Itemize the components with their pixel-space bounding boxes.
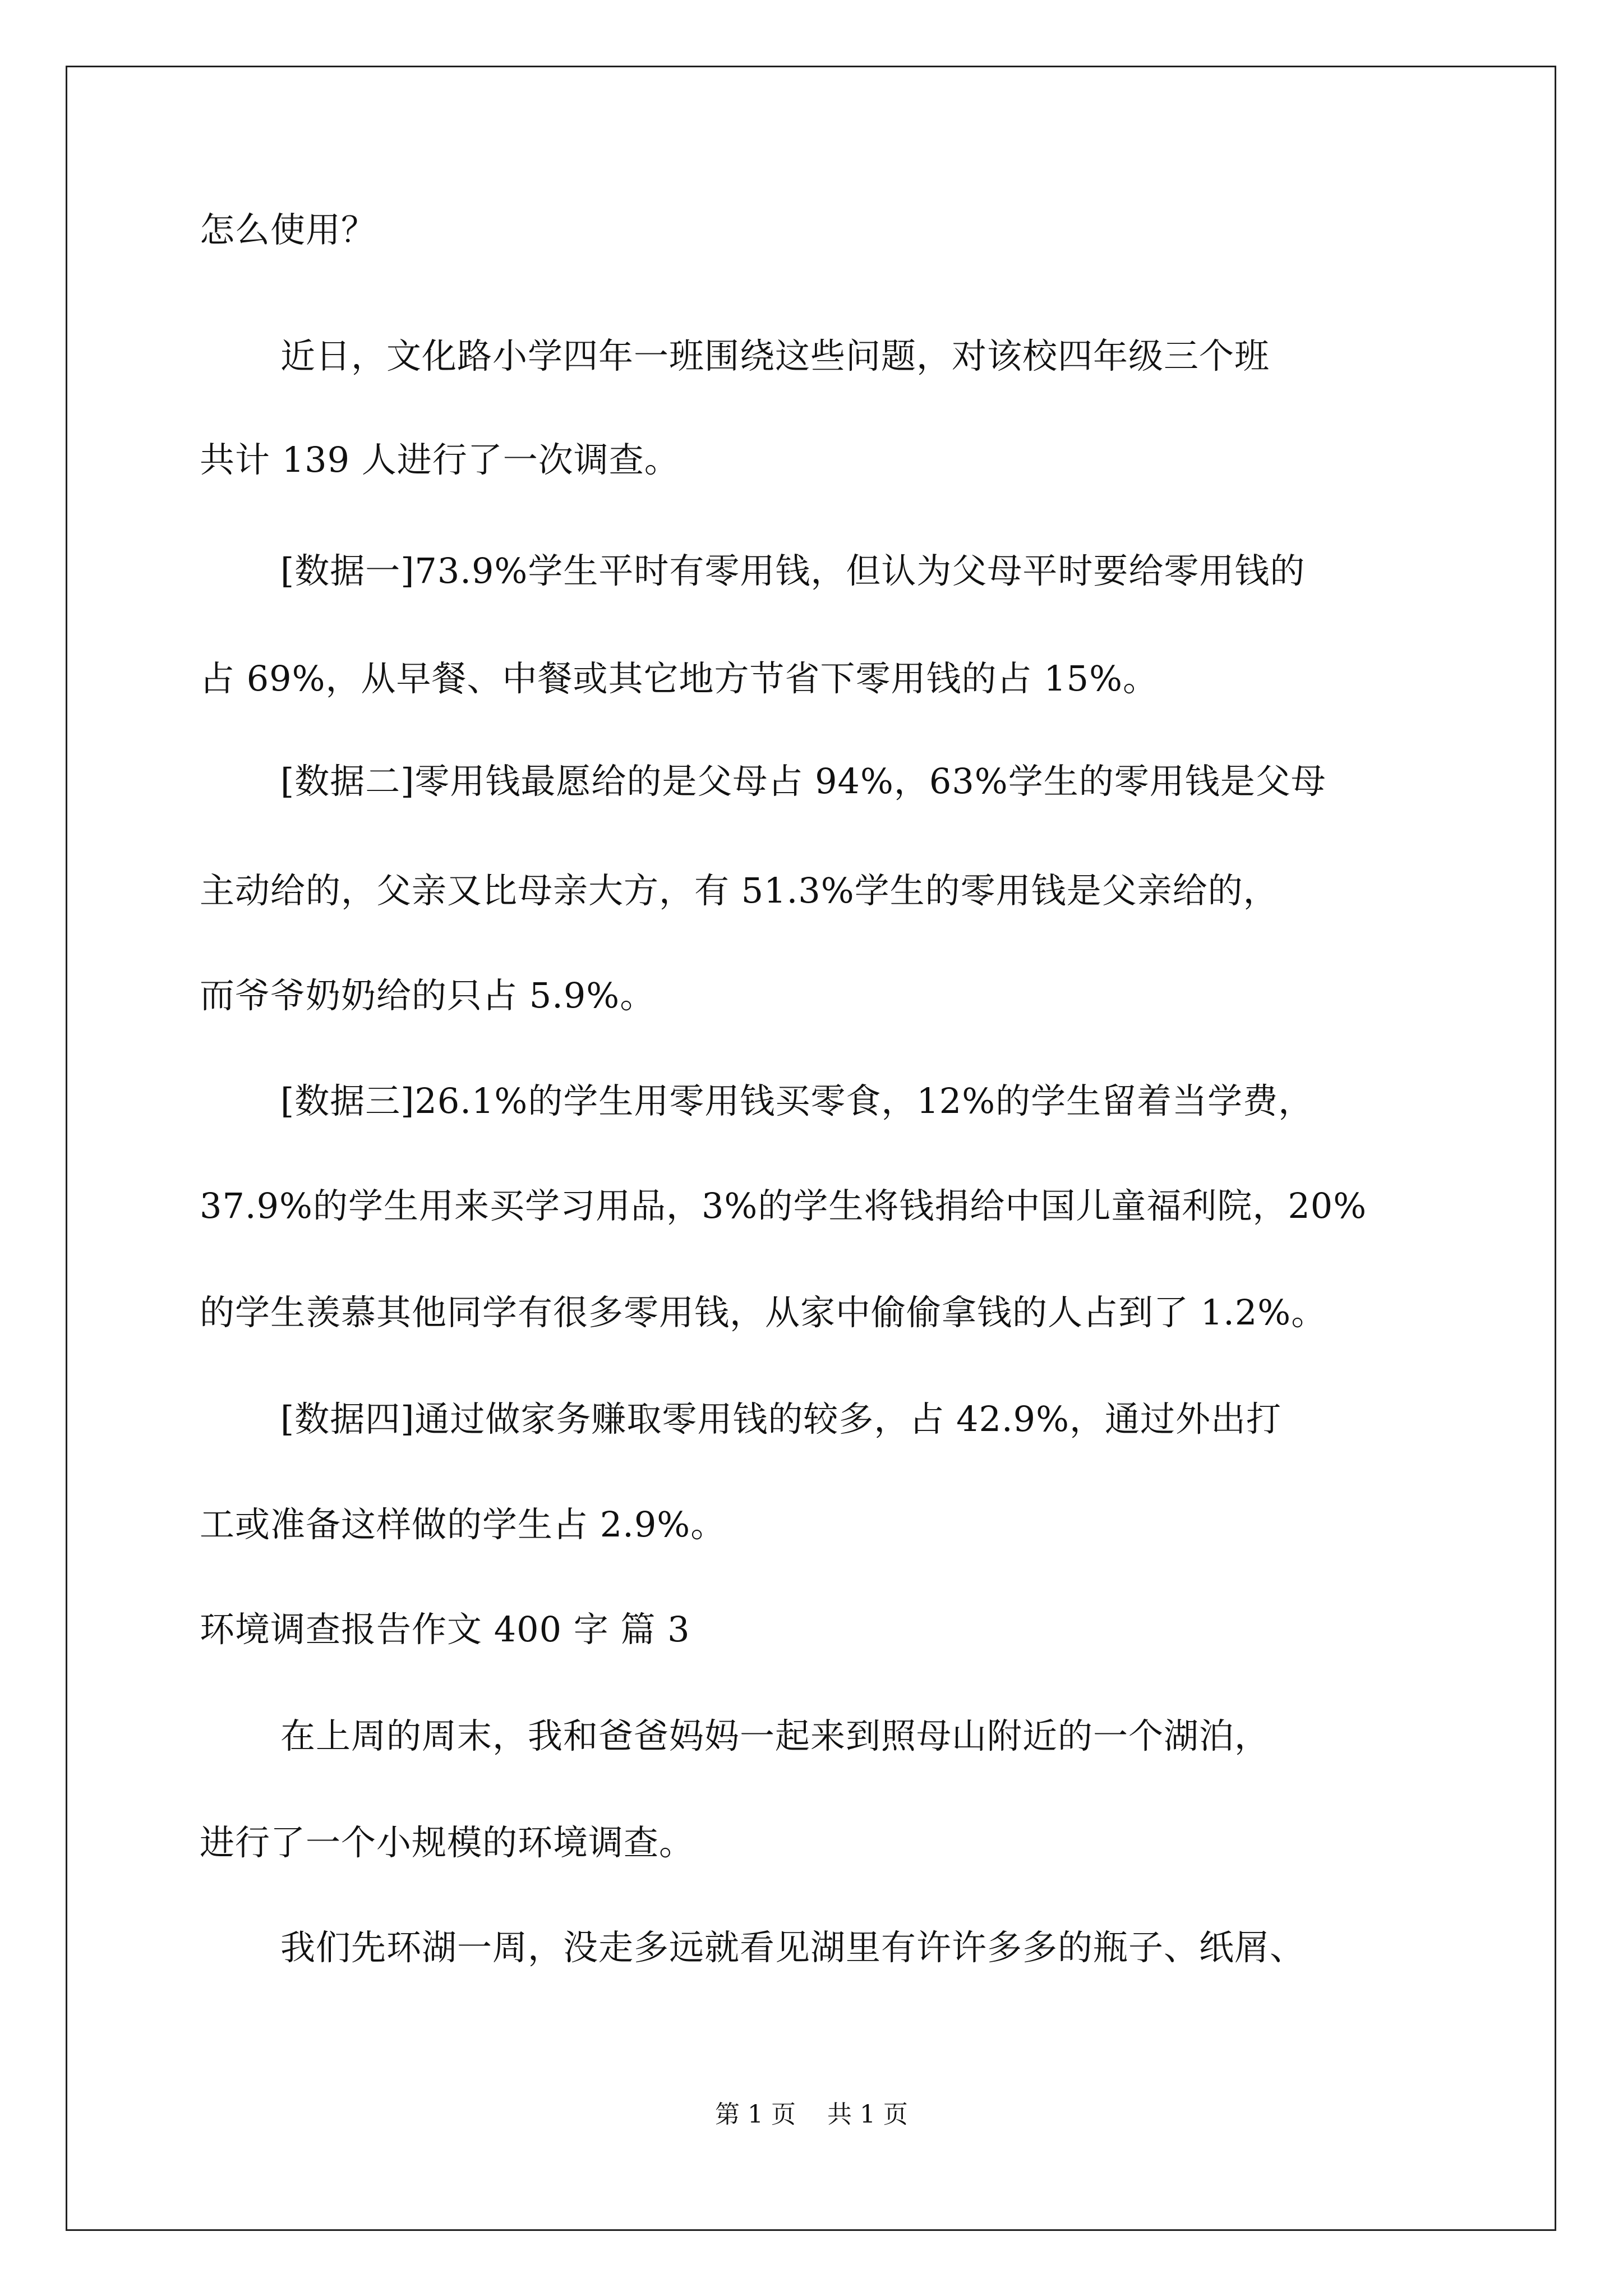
text-line: 工或准备这样做的学生占 2.9%。 (200, 1504, 726, 1545)
page-border (66, 66, 1556, 2231)
section-heading: 环境调查报告作文 400 字 篇 3 (200, 1609, 690, 1650)
text-line: 怎么使用？ (200, 209, 377, 250)
text-line: 的学生羡慕其他同学有很多零用钱，从家中偷偷拿钱的人占到了 1.2%。 (200, 1292, 1327, 1333)
text-line: 37.9%的学生用来买学习用品，3%的学生将钱捐给中国儿童福利院，20% (200, 1185, 1367, 1226)
paragraph-line: [数据一]73.9%学生平时有零用钱，但认为父母平时要给零用钱的 (280, 550, 1306, 591)
text-line: 而爷爷奶奶给的只占 5.9%。 (200, 975, 656, 1016)
text-line: 共计 139 人进行了一次调查。 (200, 439, 680, 480)
paragraph-line: 我们先环湖一周，没走多远就看见湖里有许许多多的瓶子、纸屑、 (280, 1927, 1306, 1968)
text-line: 占 69%，从早餐、中餐或其它地方节省下零用钱的占 15%。 (200, 658, 1159, 699)
paragraph-line: [数据三]26.1%的学生用零用钱买零食，12%的学生留着当学费， (280, 1080, 1314, 1121)
paragraph-line: 近日，文化路小学四年一班围绕这些问题，对该校四年级三个班 (280, 335, 1270, 376)
paragraph-line: 在上周的周末，我和爸爸妈妈一起来到照母山附近的一个湖泊， (280, 1715, 1270, 1756)
text-line: 进行了一个小规模的环境调查。 (200, 1822, 695, 1863)
text-line: 主动给的，父亲又比母亲大方，有 51.3%学生的零用钱是父亲给的， (200, 870, 1279, 911)
paragraph-line: [数据四]通过做家务赚取零用钱的较多，占 42.9%，通过外出打 (280, 1398, 1282, 1439)
paragraph-line: [数据二]零用钱最愿给的是父母占 94%，63%学生的零用钱是父母 (280, 761, 1326, 802)
page-footer: 第 1 页 共 1 页 (715, 2100, 908, 2129)
